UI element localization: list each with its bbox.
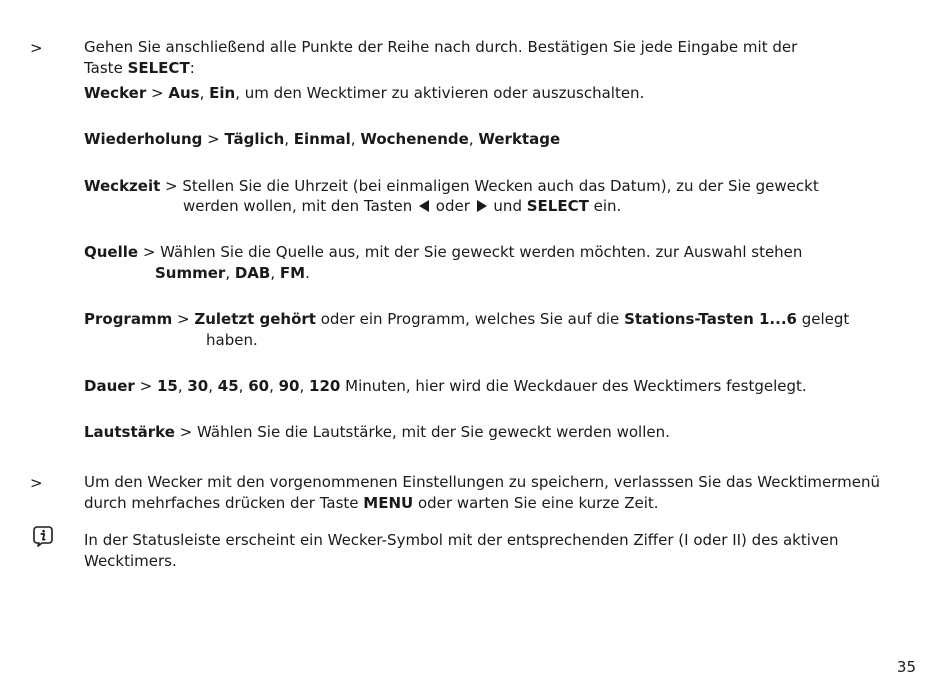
save-line-1: [84, 472, 880, 493]
comma: ,: [468, 130, 479, 148]
option-dab: DAB: [234, 264, 271, 282]
option-einmal: Einmal: [293, 130, 351, 148]
programm-text-1: oder ein Programm, welches Sie auf die: [315, 310, 625, 328]
programm-text-1-end: gelegt: [796, 310, 850, 328]
option-ein: Ein: [209, 84, 236, 102]
comma: ,: [199, 84, 210, 102]
option-30: 30: [187, 377, 209, 395]
option-90: 90: [278, 377, 300, 395]
lautstaerke-label: Lautstärke: [84, 423, 175, 441]
select-key: SELECT: [127, 59, 190, 77]
programm-label: Programm: [84, 310, 173, 328]
weckzeit-label: Weckzeit: [84, 177, 161, 195]
info-icon: [32, 525, 54, 547]
comma: ,: [238, 377, 249, 395]
programm-line-2: [206, 330, 258, 351]
intro-text-2-post: :: [189, 59, 195, 77]
wecker-description: , um den Wecktimer zu aktivieren oder auszuschalten.: [235, 84, 645, 102]
weckzeit-text-1: > Stellen Sie die Uhrzeit (bei einmaligen Wecken auch das Datum), zu der Sie geweckt: [160, 177, 819, 195]
dauer-label: Dauer: [84, 377, 135, 395]
separator: >: [146, 84, 169, 102]
quelle-text-1: > Wählen Sie die Quelle aus, mit der Sie geweckt werden möchten. zur Auswahl stehen: [138, 243, 803, 261]
comma: ,: [284, 130, 294, 148]
right-arrow-icon: [477, 200, 487, 212]
option-60: 60: [248, 377, 270, 395]
option-zuletzt-gehoert: Zuletzt gehört: [194, 310, 316, 328]
period: .: [305, 264, 310, 282]
info-line-1: [84, 530, 839, 551]
quelle-item: [84, 242, 802, 263]
weckzeit-item: [84, 176, 819, 197]
comma: ,: [270, 264, 280, 282]
comma: ,: [177, 377, 188, 395]
save-line-2: [84, 493, 659, 514]
separator: >: [134, 377, 157, 395]
weckzeit-text-2: werden wollen, mit den Tasten: [183, 197, 418, 215]
option-summer: Summer: [155, 264, 226, 282]
option-fm: FM: [279, 264, 306, 282]
option-taeglich: Täglich: [224, 130, 285, 148]
option-45: 45: [217, 377, 239, 395]
weckzeit-text-or: oder: [431, 197, 475, 215]
wecker-label: Wecker: [84, 84, 147, 102]
weckzeit-line-2: [183, 196, 621, 217]
weckzeit-text-end: ein.: [588, 197, 622, 215]
quelle-label: Quelle: [84, 243, 139, 261]
info-line-2: [84, 551, 177, 572]
lautstaerke-item: [84, 422, 670, 443]
intro-text-2-pre: Taste: [84, 59, 128, 77]
wiederholung-label: Wiederholung: [84, 130, 203, 148]
info-text-1: In der Statusleiste erscheint ein Wecker-Symbol mit der entsprechenden Ziffer (I oder II) des aktiven: [84, 531, 839, 549]
page-number: 35: [896, 658, 916, 676]
bullet-arrow: >: [30, 39, 43, 57]
weckzeit-text-and: und: [488, 197, 527, 215]
dauer-description: Minuten, hier wird die Weckdauer des Wecktimers festgelegt.: [340, 377, 807, 395]
intro-text-1: Gehen Sie anschließend alle Punkte der Reihe nach durch. Bestätigen Sie jede Eingabe mit der: [84, 38, 798, 56]
menu-key: MENU: [363, 494, 414, 512]
programm-item: [84, 309, 849, 330]
comma: ,: [208, 377, 218, 395]
comma: ,: [299, 377, 310, 395]
bullet-arrow: >: [30, 474, 43, 492]
option-15: 15: [156, 377, 178, 395]
select-key: SELECT: [526, 197, 589, 215]
option-aus: Aus: [168, 84, 200, 102]
separator: >: [172, 310, 195, 328]
lautstaerke-description: > Wählen Sie die Lautstärke, mit der Sie geweckt werden wollen.: [174, 423, 670, 441]
option-120: 120: [309, 377, 341, 395]
comma: ,: [225, 264, 235, 282]
wecker-item: [84, 83, 644, 104]
intro-line-2: [84, 58, 195, 79]
programm-text-2: haben.: [206, 331, 258, 349]
save-text-2-post: oder warten Sie eine kurze Zeit.: [413, 494, 659, 512]
option-wochenende: Wochenende: [360, 130, 469, 148]
save-text-2-pre: durch mehrfaches drücken der Taste: [84, 494, 364, 512]
stations-keys: Stations-Tasten 1...6: [624, 310, 797, 328]
wiederholung-item: [84, 129, 560, 150]
separator: >: [202, 130, 225, 148]
option-werktage: Werktage: [478, 130, 561, 148]
comma: ,: [350, 130, 361, 148]
left-arrow-icon: [419, 200, 429, 212]
info-text-2: Wecktimers.: [84, 552, 177, 570]
save-text-1: Um den Wecker mit den vorgenommenen Einstellungen zu speichern, verlasssen Sie das Wecktimermenü: [84, 473, 881, 491]
intro-line-1: [84, 37, 797, 58]
quelle-line-2: [155, 263, 310, 284]
comma: ,: [269, 377, 279, 395]
dauer-item: [84, 376, 807, 397]
